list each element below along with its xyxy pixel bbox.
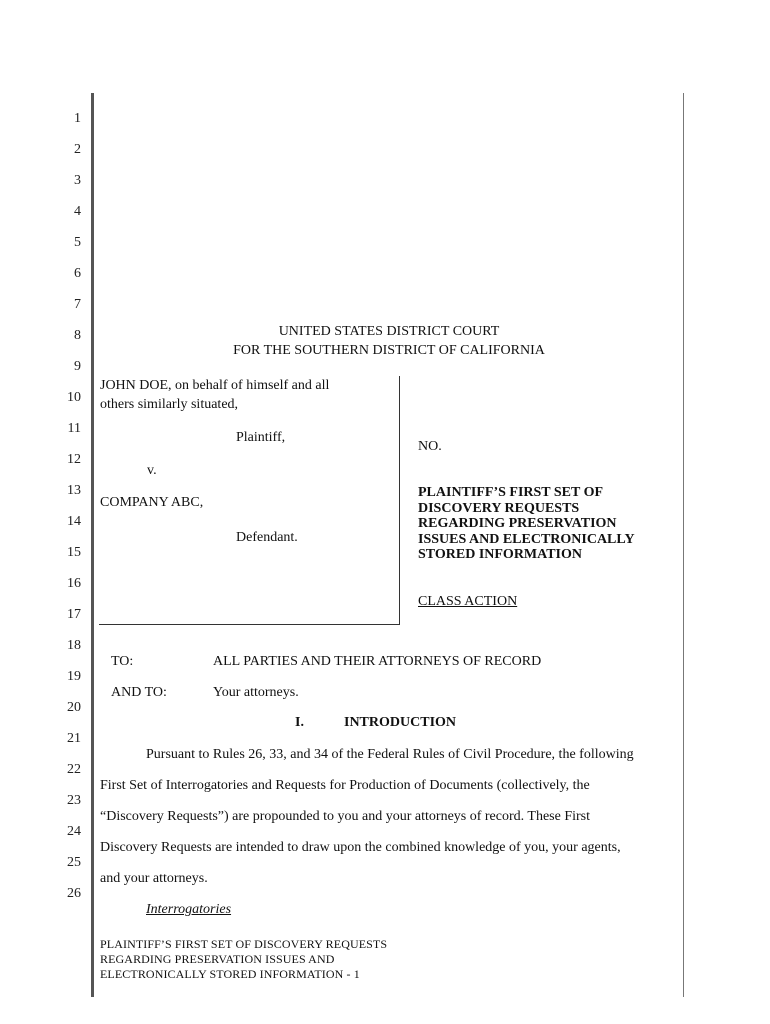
body-line: and your attorneys. bbox=[100, 871, 208, 886]
line-number: 13 bbox=[67, 483, 81, 498]
and-to-label: AND TO: bbox=[111, 685, 167, 700]
line-number: 24 bbox=[67, 824, 81, 839]
line-number: 2 bbox=[74, 142, 81, 157]
line-number: 8 bbox=[74, 328, 81, 343]
body-line: Pursuant to Rules 26, 33, and 34 of the Federal Rules of Civil Procedure, the following bbox=[146, 747, 634, 762]
document-title-line: STORED INFORMATION bbox=[418, 547, 583, 562]
document-title-line: ISSUES AND ELECTRONICALLY bbox=[418, 532, 635, 547]
line-number: 11 bbox=[67, 421, 81, 436]
line-number: 25 bbox=[67, 855, 81, 870]
line-number: 23 bbox=[67, 793, 81, 808]
defendant-name: COMPANY ABC, bbox=[100, 495, 204, 510]
document-title-line: REGARDING PRESERVATION bbox=[418, 516, 617, 531]
section-number: I. bbox=[295, 715, 304, 730]
caption-divider-vertical bbox=[399, 376, 400, 624]
line-number: 20 bbox=[67, 700, 81, 715]
defendant-role: Defendant. bbox=[236, 530, 298, 545]
body-line: Discovery Requests are intended to draw upon the combined knowledge of you, your agents, bbox=[100, 840, 621, 855]
plaintiff-name-line1: JOHN DOE, on behalf of himself and all bbox=[100, 378, 330, 393]
line-number: 22 bbox=[67, 762, 81, 777]
line-number: 17 bbox=[67, 607, 81, 622]
line-number: 26 bbox=[67, 886, 81, 901]
line-number: 19 bbox=[67, 669, 81, 684]
case-number: NO. bbox=[418, 439, 442, 454]
interrogatories-subheading: Interrogatories bbox=[146, 902, 232, 917]
pleading-left-rule bbox=[91, 93, 94, 997]
line-number: 7 bbox=[74, 297, 81, 312]
body-line: “Discovery Requests”) are propounded to you and your attorneys of record. These First bbox=[100, 809, 590, 824]
line-number: 1 bbox=[74, 111, 81, 126]
and-to-value: Your attorneys. bbox=[213, 685, 299, 700]
document-title-line: DISCOVERY REQUESTS bbox=[418, 501, 580, 516]
pleading-right-rule bbox=[683, 93, 684, 997]
section-heading: INTRODUCTION bbox=[344, 715, 457, 730]
footer-line: ELECTRONICALLY STORED INFORMATION - 1 bbox=[100, 967, 360, 981]
line-number: 18 bbox=[67, 638, 81, 653]
footer-line: REGARDING PRESERVATION ISSUES AND bbox=[100, 952, 335, 966]
body-line: First Set of Interrogatories and Requests for Production of Documents (collectively, the bbox=[100, 778, 590, 793]
footer-line: PLAINTIFF’S FIRST SET OF DISCOVERY REQUESTS bbox=[100, 937, 388, 951]
class-action-label: CLASS ACTION bbox=[418, 594, 518, 609]
line-number: 6 bbox=[74, 266, 81, 281]
line-number: 4 bbox=[74, 204, 81, 219]
line-number: 3 bbox=[74, 173, 81, 188]
document-title-line: PLAINTIFF’S FIRST SET OF bbox=[418, 485, 604, 500]
versus: v. bbox=[147, 463, 157, 478]
plaintiff-name-line2: others similarly situated, bbox=[100, 397, 239, 412]
line-number: 15 bbox=[67, 545, 81, 560]
line-number: 21 bbox=[67, 731, 81, 746]
line-number: 9 bbox=[74, 359, 81, 374]
line-number: 16 bbox=[67, 576, 81, 591]
court-name-line1: UNITED STATES DISTRICT COURT bbox=[278, 324, 500, 339]
line-number: 10 bbox=[67, 390, 81, 405]
to-label: TO: bbox=[111, 654, 134, 669]
line-number: 12 bbox=[67, 452, 81, 467]
line-number: 14 bbox=[67, 514, 81, 529]
court-name-line2: FOR THE SOUTHERN DISTRICT OF CALIFORNIA bbox=[233, 343, 545, 358]
caption-divider-horizontal bbox=[99, 624, 400, 625]
plaintiff-role: Plaintiff, bbox=[236, 430, 286, 445]
to-value: ALL PARTIES AND THEIR ATTORNEYS OF RECORD bbox=[213, 654, 542, 669]
line-number: 5 bbox=[74, 235, 81, 250]
